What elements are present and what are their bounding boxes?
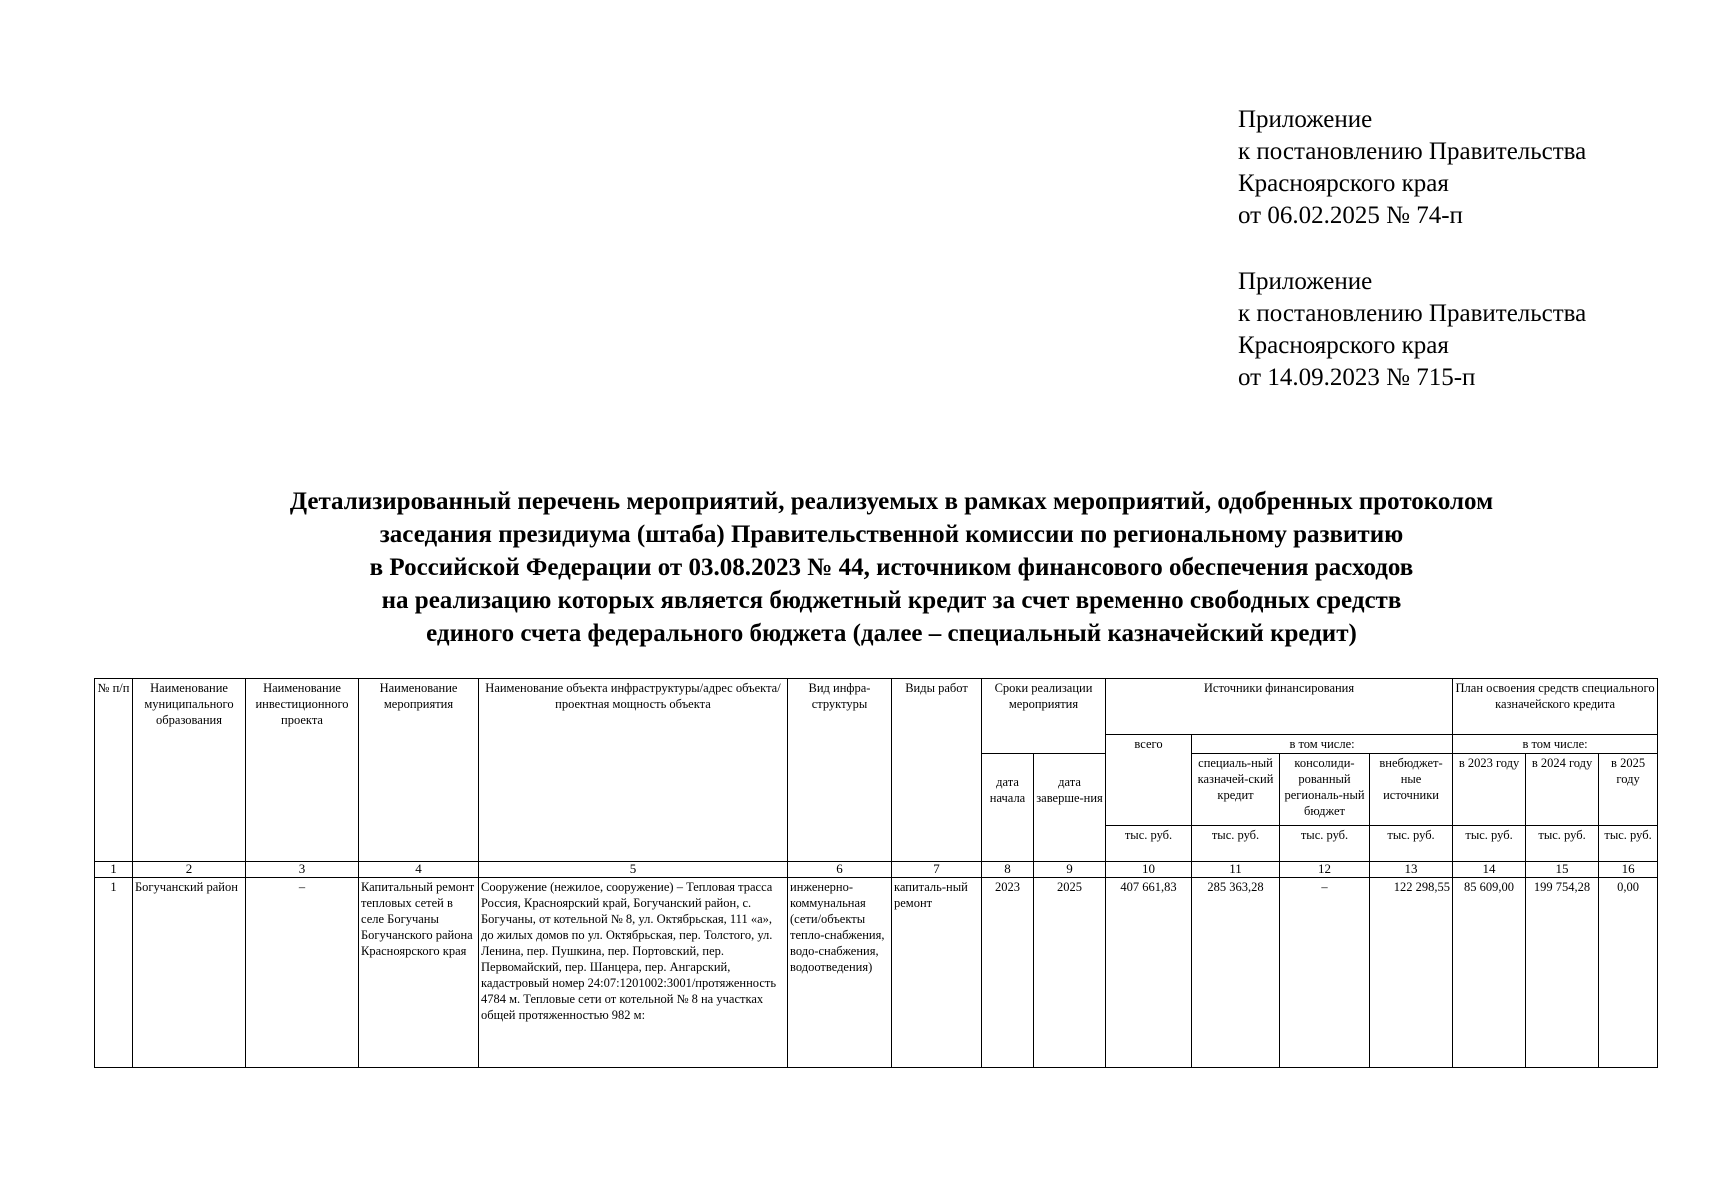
appendix-line: Приложение [1238,106,1373,133]
row-object: Сооружение (нежилое, сооружение) – Тепловая трасса Россия, Красноярский край, Богучанский район, с. Богучаны, от котельной № 8, ул. Октябрьская, 111 «а», до жилых домов по ул. Октябрьская, пер. Толстого, ул. Ленина, пер. Пушкина, пер. Портовский, пер. Первомайский, пер. Шанцера, пер. Ангарский, кадастровый номер 24:07:1201002:3001/протяженность 4784 м. Тепловые сети от котельной № 8 на участках общей протяженностью 982 м: [479,878,788,1068]
document-title [0,485,1720,650]
row-municipality: Богучанский район [133,878,246,1068]
column-number: 13 [1370,862,1453,878]
header-project: Наименование инвестиционного проекта [246,679,359,862]
header-sources: Источники финансирования [1106,679,1453,735]
unit-label: тыс. руб. [1453,826,1526,862]
unit-label: тыс. руб. [1106,826,1192,862]
title-line: единого счета федерального бюджета (далее – специальный казначейский кредит) [426,620,1357,647]
row-y2023: 85 609,00 [1453,878,1526,1068]
row-total: 407 661,83 [1106,878,1192,1068]
header-y2025: в 2025 году [1599,754,1658,826]
row-y2024: 199 754,28 [1526,878,1599,1068]
header-row-1 [95,679,1658,735]
appendix-current [1238,104,1586,232]
appendix-line: Приложение [1238,268,1373,295]
row-project: – [246,878,359,1068]
appendix-line: Красноярского края [1238,170,1449,197]
appendix-line: к постановлению Правительства [1238,138,1587,165]
column-number: 7 [892,862,982,878]
row-start: 2023 [982,878,1034,1068]
unit-label: тыс. руб. [1280,826,1370,862]
column-number: 11 [1192,862,1280,878]
unit-label: тыс. руб. [1599,826,1658,862]
row-num: 1 [95,878,133,1068]
column-numbers-row [95,862,1658,878]
appendix-line: к постановлению Правительства [1238,300,1587,327]
header-end: дата заверше-ния [1034,754,1106,862]
header-start: дата начала [982,754,1034,862]
header-total: всего [1106,735,1192,826]
title-line: Детализированный перечень мероприятий, реализуемых в рамках мероприятий, одобренных протоколом [289,488,1494,515]
header-work-type: Виды работ [892,679,982,862]
unit-label: тыс. руб. [1192,826,1280,862]
row-special: 285 363,28 [1192,878,1280,1068]
header-plan: План освоения средств специального казначейского кредита [1453,679,1658,735]
header-y2024: в 2024 году [1526,754,1599,826]
unit-label: тыс. руб. [1526,826,1599,862]
column-number: 2 [133,862,246,878]
header-activity: Наименование мероприятия [359,679,479,862]
column-number: 5 [479,862,788,878]
column-number: 8 [982,862,1034,878]
column-number: 4 [359,862,479,878]
header-including: в том числе: [1192,735,1453,754]
column-number: 15 [1526,862,1599,878]
title-line: в Российской Федерации от 03.08.2023 № 44, источником финансового обеспечения расходов [369,554,1414,581]
row-extrabudget: 122 298,55 [1370,878,1453,1068]
column-number: 14 [1453,862,1526,878]
column-number: 3 [246,862,359,878]
header-extrabudget: внебюджет-ные источники [1370,754,1453,826]
row-end: 2025 [1034,878,1106,1068]
header-municipality: Наименование муниципального образования [133,679,246,862]
unit-label: тыс. руб. [1370,826,1453,862]
header-object: Наименование объекта инфраструктуры/адрес объекта/ проектная мощность объекта [479,679,788,862]
header-infra-type: Вид инфра-структуры [788,679,892,862]
column-number: 16 [1599,862,1658,878]
column-number: 12 [1280,862,1370,878]
column-number: 9 [1034,862,1106,878]
row-consolidated: – [1280,878,1370,1068]
header-plan-including: в том числе: [1453,735,1658,754]
title-line: на реализацию которых является бюджетный кредит за счет временно свободных средств [381,587,1402,614]
column-number: 10 [1106,862,1192,878]
header-y2023: в 2023 году [1453,754,1526,826]
column-number: 1 [95,862,133,878]
header-timing: Сроки реализации мероприятия [982,679,1106,754]
row-infra-type: инженерно-коммунальная (сети/объекты тепло-снабжения, водо-снабжения, водоотведения) [788,878,892,1068]
header-special: специаль-ный казначей-ский кредит [1192,754,1280,826]
row-y2025: 0,00 [1599,878,1658,1068]
table-row [95,878,1658,1068]
title-line: заседания президиума (штаба) Правительственной комиссии по региональному развитию [379,521,1404,548]
column-number: 6 [788,862,892,878]
appendix-line: от 14.09.2023 № 715-п [1238,364,1476,391]
row-activity: Капитальный ремонт тепловых сетей в селе Богучаны Богучанского района Красноярского края [359,878,479,1068]
row-work-type: капиталь-ный ремонт [892,878,982,1068]
header-num: № п/п [95,679,133,862]
appendix-line: Красноярского края [1238,332,1449,359]
appendix-original [1238,266,1586,394]
header-consolidated: консолиди-рованный региональ-ный бюджет [1280,754,1370,826]
activities-table [94,678,1658,1068]
appendix-line: от 06.02.2025 № 74-п [1238,202,1463,229]
